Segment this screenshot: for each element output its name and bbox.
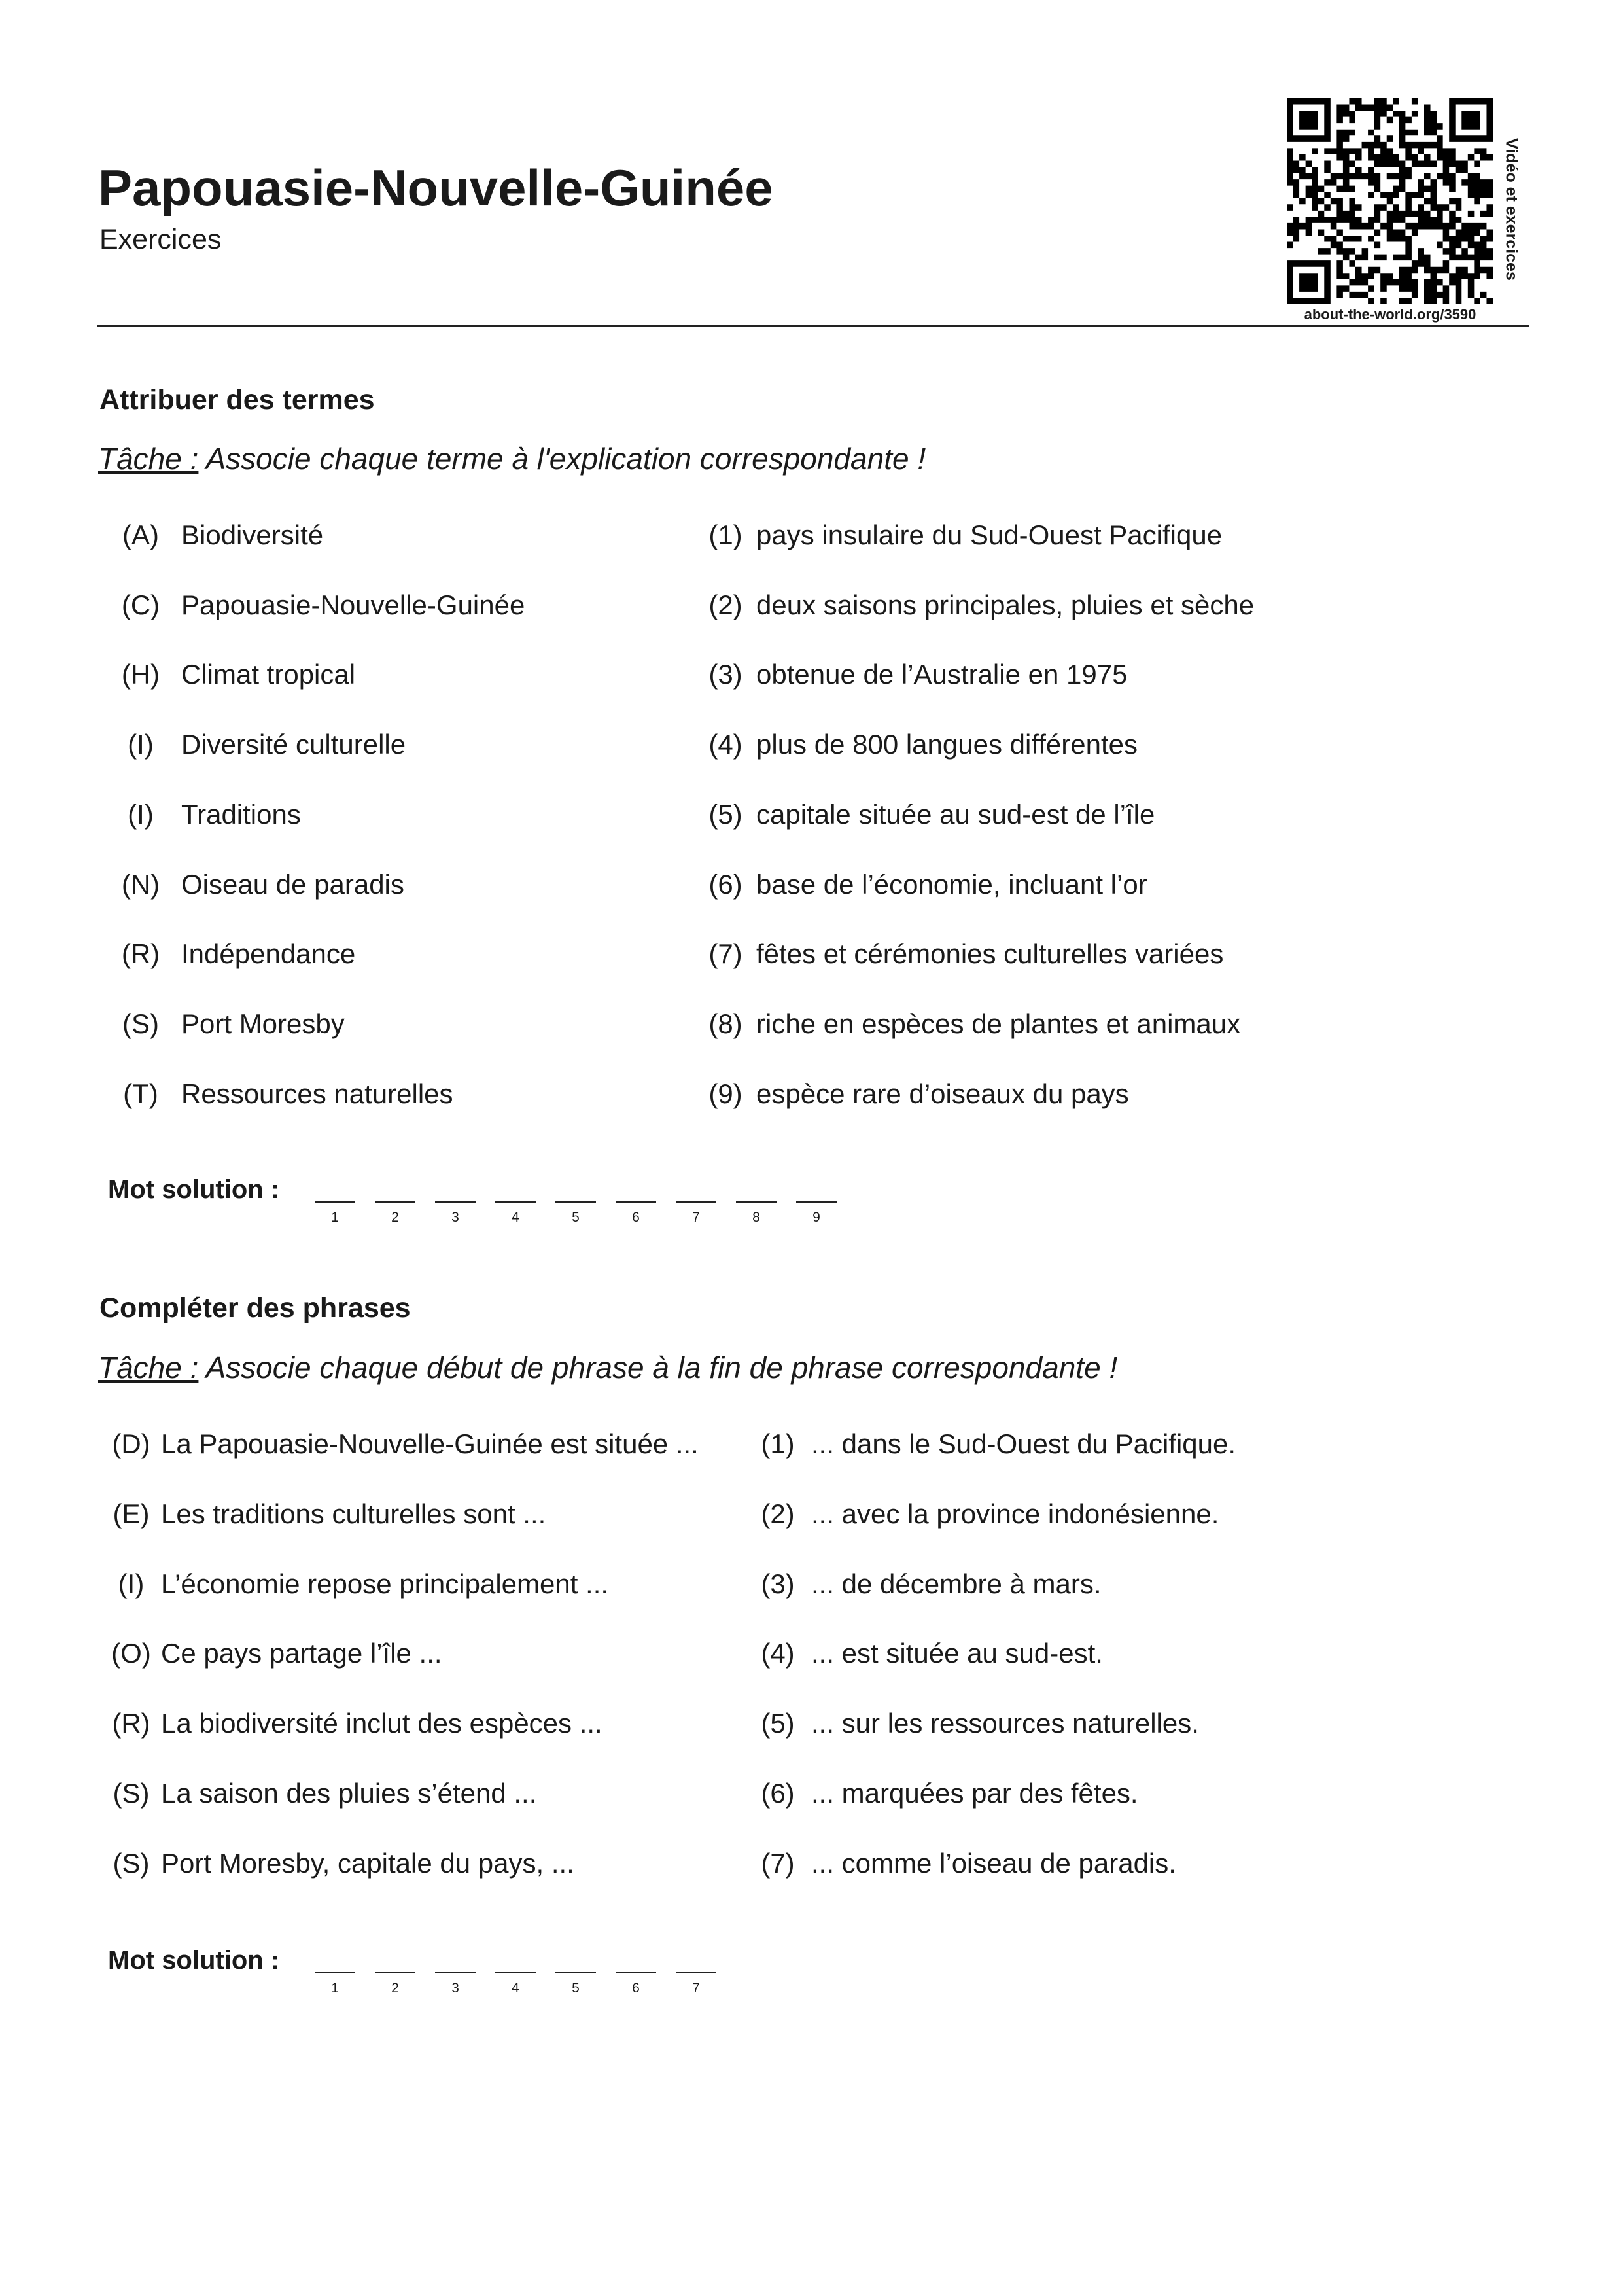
term-text: Papouasie-Nouvelle-Guinée (181, 589, 525, 620)
sentence-beginning-item (107, 1568, 609, 1599)
page-subtitle: Exercices (99, 224, 222, 255)
section1-title: Attribuer des termes (99, 384, 375, 415)
explanation-item (705, 659, 1128, 690)
section2-solution-blank[interactable] (375, 1972, 415, 1973)
section2-solution-blank-number: 6 (632, 1981, 640, 1996)
explanation-code: (2) (708, 589, 742, 620)
explanation-text: pays insulaire du Sud-Ouest Pacifique (756, 520, 1223, 550)
term-item (114, 589, 525, 620)
section2-solution-blank[interactable] (616, 1972, 656, 1973)
sentence-beginning-code: (E) (113, 1498, 150, 1529)
sentence-ending-text: ... est située au sud-est. (811, 1638, 1103, 1669)
term-text: Oiseau de paradis (181, 868, 404, 900)
sentence-beginning-item (107, 1847, 574, 1879)
sentence-beginning-text: La biodiversité inclut des espèces ... (161, 1708, 602, 1739)
section1-solution-blank[interactable] (616, 1201, 656, 1203)
sentence-ending-code: (2) (761, 1498, 795, 1529)
section2-solution-blank[interactable] (555, 1972, 596, 1973)
sentence-ending-text: ... marquées par des fêtes. (811, 1778, 1138, 1809)
term-text: Traditions (181, 798, 301, 830)
section1-solution-blank-number: 7 (692, 1210, 700, 1225)
qr-url: about-the-world.org/3590 (1304, 306, 1476, 323)
sentence-beginning-item (107, 1708, 602, 1739)
explanation-text: plus de 800 langues différentes (756, 729, 1138, 760)
sentence-ending-code: (6) (761, 1778, 795, 1809)
explanation-text: espèce rare d’oiseaux du pays (756, 1078, 1129, 1109)
section2-title: Compléter des phrases (99, 1292, 411, 1324)
term-code: (H) (121, 659, 160, 690)
explanation-code: (3) (708, 659, 742, 690)
qr-code-icon (1287, 98, 1493, 304)
term-code: (I) (128, 729, 154, 760)
sentence-ending-code: (7) (761, 1847, 795, 1879)
section1-solution-blank-number: 6 (632, 1210, 640, 1225)
sentence-ending-text: ... sur les ressources naturelles. (811, 1708, 1199, 1739)
term-item (114, 868, 404, 900)
section2-solution-blank[interactable] (676, 1972, 716, 1973)
term-text: Ressources naturelles (181, 1078, 453, 1109)
qr-side-label-wrap (1498, 121, 1524, 298)
explanation-text: capitale située au sud-est de l’île (756, 798, 1155, 830)
sentence-ending-item (758, 1708, 1199, 1739)
term-text: Biodiversité (181, 520, 324, 550)
section1-solution-blank-number: 4 (512, 1210, 519, 1225)
section1-solution-blank[interactable] (495, 1201, 536, 1203)
sentence-beginning-text: L’économie repose principalement ... (161, 1568, 609, 1599)
term-text: Climat tropical (181, 659, 356, 690)
section2-solution-blank-number: 2 (391, 1981, 399, 1996)
section2-solution-blank[interactable] (495, 1972, 536, 1973)
section2-solution-label: Mot solution : (108, 1946, 280, 1975)
explanation-text: obtenue de l’Australie en 1975 (756, 659, 1128, 690)
term-code: (C) (121, 589, 160, 620)
term-item (114, 1078, 453, 1109)
explanation-item (705, 589, 1255, 620)
sentence-beginning-item (107, 1428, 699, 1459)
section2-solution-blank[interactable] (315, 1972, 355, 1973)
section1-task (98, 444, 926, 474)
term-item (114, 659, 356, 690)
sentence-beginning-code: (D) (112, 1428, 150, 1459)
explanation-item (705, 938, 1224, 970)
section1-solution-blank-number: 3 (451, 1210, 459, 1225)
section1-solution-blank[interactable] (676, 1201, 716, 1203)
term-text: Port Moresby (181, 1008, 345, 1039)
sentence-ending-text: ... de décembre à mars. (811, 1568, 1102, 1599)
term-text: Indépendance (181, 938, 356, 970)
explanation-text: deux saisons principales, pluies et sèche (756, 589, 1255, 620)
sentence-beginning-text: La saison des pluies s’étend ... (161, 1778, 537, 1809)
term-code: (A) (122, 520, 159, 550)
section1-solution-blank[interactable] (555, 1201, 596, 1203)
section2-task-label: Tâche : (98, 1351, 199, 1385)
sentence-beginning-text: Port Moresby, capitale du pays, ... (161, 1847, 574, 1879)
section2-task (98, 1352, 1117, 1383)
explanation-item (705, 1078, 1129, 1109)
qr-side-label: Vidéo et exercices (1502, 138, 1521, 281)
explanation-text: fêtes et cérémonies culturelles variées (756, 938, 1224, 970)
section1-solution-blank[interactable] (736, 1201, 777, 1203)
page-title: Papouasie-Nouvelle-Guinée (98, 159, 773, 217)
sentence-beginning-text: Les traditions culturelles sont ... (161, 1498, 546, 1529)
section2-solution-blank[interactable] (435, 1972, 476, 1973)
section2-solution-blank-number: 4 (512, 1981, 519, 1996)
section1-solution-blank-number: 9 (812, 1210, 820, 1225)
sentence-beginning-item (107, 1638, 442, 1669)
explanation-text: base de l’économie, incluant l’or (756, 868, 1147, 900)
sentence-ending-text: ... avec la province indonésienne. (811, 1498, 1219, 1529)
section1-solution-blank[interactable] (315, 1201, 355, 1203)
header-divider (97, 325, 1529, 327)
sentence-ending-item (758, 1498, 1219, 1529)
sentence-ending-text: ... comme l’oiseau de paradis. (811, 1847, 1176, 1879)
sentence-beginning-code: (O) (111, 1638, 151, 1669)
explanation-code: (4) (708, 729, 742, 760)
section1-solution-blank-number: 5 (572, 1210, 580, 1225)
sentence-ending-code: (1) (761, 1428, 795, 1459)
sentence-beginning-code: (I) (118, 1568, 145, 1599)
sentence-ending-text: ... dans le Sud-Ouest du Pacifique. (811, 1428, 1236, 1459)
sentence-beginning-item (107, 1778, 537, 1809)
term-code: (I) (128, 798, 154, 830)
explanation-item (705, 798, 1155, 830)
explanation-item (705, 520, 1223, 550)
sentence-beginning-code: (S) (113, 1847, 150, 1879)
section2-solution-blank-number: 3 (451, 1981, 459, 1996)
explanation-code: (9) (708, 1078, 742, 1109)
section1-solution-blank-number: 8 (752, 1210, 760, 1225)
term-item (114, 520, 324, 550)
term-item (114, 729, 406, 760)
sentence-ending-item (758, 1638, 1103, 1669)
section1-solution-label: Mot solution : (108, 1175, 280, 1204)
sentence-beginning-text: Ce pays partage l’île ... (161, 1638, 442, 1669)
sentence-beginning-code: (S) (113, 1778, 150, 1809)
section2-solution-blank-number: 5 (572, 1981, 580, 1996)
section1-solution-blank[interactable] (435, 1201, 476, 1203)
sentence-ending-item (758, 1778, 1138, 1809)
explanation-item (705, 729, 1138, 760)
sentence-beginning-item (107, 1498, 546, 1529)
term-item (114, 1008, 345, 1039)
section1-solution-blank[interactable] (375, 1201, 415, 1203)
explanation-code: (6) (708, 868, 742, 900)
sentence-ending-item (758, 1847, 1176, 1879)
sentence-ending-item (758, 1428, 1236, 1459)
explanation-code: (8) (708, 1008, 742, 1039)
explanation-code: (1) (708, 520, 742, 550)
sentence-ending-item (758, 1568, 1102, 1599)
explanation-code: (7) (708, 938, 742, 970)
term-item (114, 798, 301, 830)
explanation-code: (5) (708, 798, 742, 830)
section1-solution-blank[interactable] (796, 1201, 837, 1203)
sentence-beginning-code: (R) (112, 1708, 150, 1739)
section2-solution-blank-number: 7 (692, 1981, 700, 1996)
section1-task-text: Associe chaque terme à l'explication correspondante ! (198, 442, 926, 476)
explanation-text: riche en espèces de plantes et animaux (756, 1008, 1241, 1039)
section2-solution-blank-number: 1 (331, 1981, 339, 1996)
term-code: (N) (121, 868, 160, 900)
sentence-ending-code: (4) (761, 1638, 795, 1669)
term-code: (T) (123, 1078, 158, 1109)
section1-solution-blank-number: 2 (391, 1210, 399, 1225)
term-code: (R) (121, 938, 160, 970)
section1-solution-blank-number: 1 (331, 1210, 339, 1225)
explanation-item (705, 1008, 1241, 1039)
term-text: Diversité culturelle (181, 729, 406, 760)
sentence-ending-code: (5) (761, 1708, 795, 1739)
sentence-beginning-text: La Papouasie-Nouvelle-Guinée est située ... (161, 1428, 699, 1459)
term-code: (S) (122, 1008, 159, 1039)
section2-task-text: Associe chaque début de phrase à la fin de phrase correspondante ! (198, 1351, 1118, 1385)
explanation-item (705, 868, 1147, 900)
sentence-ending-code: (3) (761, 1568, 795, 1599)
section1-task-label: Tâche : (98, 442, 199, 476)
term-item (114, 938, 356, 970)
